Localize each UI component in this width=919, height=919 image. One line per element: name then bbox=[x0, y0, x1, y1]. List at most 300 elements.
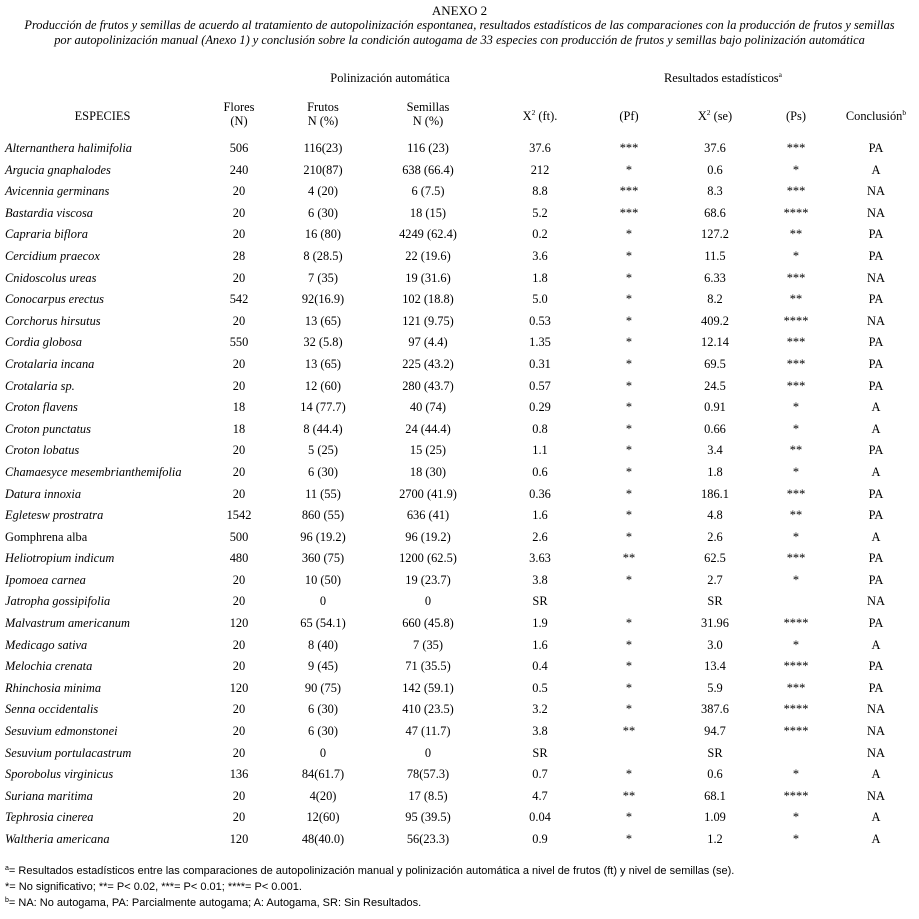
flores-cell: 480 bbox=[229, 551, 249, 566]
column-header-semillas bbox=[379, 100, 477, 128]
flores-cell: 20 bbox=[232, 443, 246, 458]
table-row bbox=[0, 635, 919, 657]
flores-cell: 120 bbox=[229, 616, 249, 631]
semillas-cell: 15 (25) bbox=[409, 443, 447, 458]
x2-se-cell: 62.5 bbox=[704, 551, 726, 566]
table-row bbox=[0, 786, 919, 808]
ps-cell: ** bbox=[789, 292, 803, 307]
pf-cell: *** bbox=[619, 141, 639, 155]
pf-cell: * bbox=[625, 464, 633, 479]
table-row bbox=[0, 246, 919, 268]
pf-cell: * bbox=[625, 767, 633, 782]
semillas-cell: 47 (11.7) bbox=[405, 724, 451, 739]
conclusion-cell: PA bbox=[868, 616, 884, 631]
flores-cell: 18 bbox=[232, 400, 246, 415]
table-row bbox=[0, 462, 919, 484]
flores-cell: 20 bbox=[232, 745, 246, 760]
table-row bbox=[0, 419, 919, 441]
table-row bbox=[0, 268, 919, 290]
ps-cell: *** bbox=[786, 378, 806, 393]
species-name: Ipomoea carnea bbox=[5, 572, 86, 587]
table-row bbox=[0, 807, 919, 829]
species-name: Waltheria americana bbox=[5, 832, 110, 846]
x2-se-cell: 68.1 bbox=[704, 788, 726, 803]
species-name: Alternanthera halimifolia bbox=[5, 141, 132, 155]
pf-cell: * bbox=[625, 313, 633, 328]
x2-se-cell: 1.2 bbox=[707, 832, 723, 846]
ps-cell: *** bbox=[786, 184, 806, 199]
conclusion-cell: PA bbox=[868, 378, 884, 393]
table-caption: Producción de frutos y semillas de acuerdo al tratamiento de autopolinización espontanea, resultados estadísticos de las comparaciones con la producción de frutos y semillas por autopolinización manual (Anexo 1) y conclusión sobre la condición autogama de 33 especies con producción de frutos y semillas bajo polinización automática bbox=[24, 18, 895, 47]
table-row bbox=[0, 505, 919, 527]
x2-se-cell: SR bbox=[707, 745, 723, 760]
conclusion-cell: A bbox=[871, 810, 881, 825]
semillas-cell: 2700 (41.9) bbox=[399, 486, 457, 501]
ps-cell: *** bbox=[786, 551, 806, 566]
frutos-cell: 32 (5.8) bbox=[303, 335, 343, 350]
frutos-cell: 13 (65) bbox=[304, 313, 342, 328]
conclusion-cell: PA bbox=[868, 508, 884, 523]
pf-cell: * bbox=[625, 702, 633, 717]
frutos-cell: 7 (35) bbox=[308, 270, 338, 285]
semillas-cell: 18 (30) bbox=[409, 464, 447, 479]
conclusion-cell: PA bbox=[868, 572, 884, 587]
species-name: Sesuvium edmonstonei bbox=[5, 724, 118, 739]
column-header-x2-ft bbox=[496, 109, 584, 123]
semillas-cell: 121 (9.75) bbox=[402, 313, 454, 328]
column-header-frutos-line1: Frutos bbox=[307, 100, 339, 114]
frutos-cell: 6 (30) bbox=[308, 724, 338, 739]
semillas-cell: 24 (44.4) bbox=[405, 421, 451, 436]
table-row bbox=[0, 699, 919, 721]
species-name: Sesuvium portulacastrum bbox=[5, 745, 132, 760]
ps-cell: ** bbox=[789, 508, 803, 523]
pf-cell: ** bbox=[622, 724, 636, 739]
frutos-cell: 84(61.7) bbox=[301, 767, 345, 782]
species-name: Croton punctatus bbox=[5, 421, 91, 436]
conclusion-cell: PA bbox=[868, 335, 884, 350]
frutos-cell: 5 (25) bbox=[308, 443, 338, 458]
ps-cell: **** bbox=[783, 702, 809, 717]
ps-cell: **** bbox=[783, 205, 809, 220]
pf-cell: * bbox=[625, 810, 633, 825]
x2-ft-cell: SR bbox=[532, 594, 548, 609]
flores-cell: 20 bbox=[232, 227, 246, 242]
flores-cell: 550 bbox=[229, 335, 249, 350]
semillas-cell: 96 (19.2) bbox=[405, 529, 451, 544]
conclusion-cell: PA bbox=[868, 248, 884, 263]
column-header-conclusion bbox=[832, 109, 919, 123]
column-header-especies: ESPECIES bbox=[74, 109, 131, 123]
species-name: Croton flavens bbox=[5, 400, 78, 415]
species-name: Argucia gnaphalodes bbox=[5, 162, 111, 177]
pf-cell: * bbox=[625, 659, 633, 674]
species-name: Croton lobatus bbox=[5, 443, 80, 458]
column-header-flores bbox=[216, 100, 262, 128]
ps-cell: * bbox=[792, 162, 800, 177]
footnote-significance: *= No significativo; **= P< 0.02, ***= P< 0.01; ****= P< 0.001. bbox=[5, 881, 302, 893]
semillas-cell: 19 (23.7) bbox=[405, 572, 451, 587]
flores-cell: 18 bbox=[232, 421, 246, 436]
pf-cell: * bbox=[625, 400, 633, 415]
table-row bbox=[0, 376, 919, 398]
conclusion-cell: PA bbox=[868, 659, 884, 674]
species-name: Datura innoxia bbox=[5, 486, 82, 501]
x2-ft-cell: 3.8 bbox=[532, 724, 548, 739]
pf-cell: * bbox=[625, 356, 633, 371]
pf-cell: * bbox=[625, 335, 633, 350]
pf-cell: * bbox=[625, 292, 633, 307]
table-row bbox=[0, 764, 919, 786]
semillas-cell: 17 (8.5) bbox=[408, 788, 448, 803]
table-row bbox=[0, 181, 919, 203]
table-row bbox=[0, 397, 919, 419]
species-name: Conocarpus erectus bbox=[5, 292, 104, 307]
flores-cell: 20 bbox=[232, 594, 246, 609]
footnote-a-marker: a bbox=[5, 865, 9, 872]
table-row bbox=[0, 527, 919, 549]
x2-ft-cell: 0.9 bbox=[532, 832, 548, 846]
frutos-cell: 6 (30) bbox=[308, 464, 338, 479]
conclusion-cell: PA bbox=[868, 486, 884, 501]
flores-cell: 20 bbox=[232, 270, 246, 285]
flores-cell: 1542 bbox=[226, 508, 252, 523]
x2-se-cell: 3.4 bbox=[707, 443, 723, 458]
x2-ft-cell: 1.8 bbox=[532, 270, 548, 285]
table-row bbox=[0, 289, 919, 311]
ps-cell: *** bbox=[786, 335, 806, 350]
flores-cell: 20 bbox=[232, 637, 246, 652]
semillas-cell: 19 (31.6) bbox=[405, 270, 451, 285]
x2-ft-cell: 37.6 bbox=[529, 141, 551, 155]
conclusion-cell: A bbox=[871, 162, 881, 177]
group-header-polinizacion: Polinización automática bbox=[330, 71, 450, 85]
species-name: Crotalaria incana bbox=[5, 356, 95, 371]
x2-se-cell: 11.5 bbox=[704, 248, 726, 263]
conclusion-cell: A bbox=[871, 400, 881, 415]
x2-ft-cell: 3.8 bbox=[532, 572, 548, 587]
semillas-cell: 78(57.3) bbox=[406, 767, 450, 782]
conclusion-cell: A bbox=[871, 637, 881, 652]
ps-cell: * bbox=[792, 572, 800, 587]
table-row bbox=[0, 721, 919, 743]
x2-ft-cell: 1.9 bbox=[532, 616, 548, 631]
conclusion-cell: PA bbox=[868, 680, 884, 695]
conclusion-cell: A bbox=[871, 767, 881, 782]
frutos-cell: 4(20) bbox=[309, 788, 337, 803]
ps-cell: **** bbox=[783, 659, 809, 674]
pf-cell: * bbox=[625, 832, 633, 846]
x2-ft-cell: 1.35 bbox=[529, 335, 551, 350]
frutos-cell: 12 (60) bbox=[304, 378, 342, 393]
frutos-cell: 65 (54.1) bbox=[300, 616, 346, 631]
flores-cell: 120 bbox=[229, 832, 249, 846]
table-row bbox=[0, 743, 919, 765]
flores-cell: 20 bbox=[232, 356, 246, 371]
flores-cell: 20 bbox=[232, 378, 246, 393]
x2-ft-cell: 1.6 bbox=[532, 508, 548, 523]
conclusion-cell: A bbox=[871, 832, 881, 846]
pf-cell: * bbox=[625, 248, 633, 263]
flores-cell: 20 bbox=[232, 572, 246, 587]
flores-cell: 240 bbox=[229, 162, 249, 177]
x2-ft-cell: 1.1 bbox=[532, 443, 548, 458]
flores-cell: 20 bbox=[232, 724, 246, 739]
x2-ft-exponent: 2 bbox=[531, 108, 536, 117]
flores-cell: 20 bbox=[232, 184, 246, 199]
x2-se-cell: 2.6 bbox=[707, 529, 723, 544]
x2-se-cell: 2.7 bbox=[707, 572, 723, 587]
x2-ft-cell: 5.2 bbox=[532, 205, 548, 220]
semillas-cell: 22 (19.6) bbox=[405, 248, 451, 263]
flores-cell: 20 bbox=[232, 205, 246, 220]
x2-ft-cell: 0.31 bbox=[529, 356, 551, 371]
ps-cell: ** bbox=[789, 227, 803, 242]
frutos-cell: 14 (77.7) bbox=[300, 400, 346, 415]
x2-ft-cell: 0.04 bbox=[529, 810, 551, 825]
x2-ft-cell: 0.6 bbox=[532, 464, 548, 479]
flores-cell: 20 bbox=[232, 810, 246, 825]
flores-cell: 28 bbox=[232, 248, 246, 263]
pf-cell: * bbox=[625, 680, 633, 695]
species-name: Heliotropium indicum bbox=[5, 551, 115, 566]
conclusion-cell: PA bbox=[868, 443, 884, 458]
semillas-cell: 636 (41) bbox=[406, 508, 450, 523]
x2-ft-cell: 0.7 bbox=[532, 767, 548, 782]
species-name: Rhinchosia minima bbox=[5, 680, 102, 695]
species-table-body bbox=[0, 138, 919, 851]
x2-se-exponent: 2 bbox=[706, 108, 711, 117]
ps-cell: * bbox=[792, 421, 800, 436]
table-row bbox=[0, 829, 919, 851]
semillas-cell: 410 (23.5) bbox=[402, 702, 454, 717]
footnote-a bbox=[5, 863, 905, 879]
x2-se-cell: 5.9 bbox=[707, 680, 723, 695]
conclusion-cell: NA bbox=[867, 724, 885, 739]
x2-se-suffix: (se) bbox=[710, 109, 733, 123]
footnote-b-text: = NA: No autogama, PA: Parcialmente autogama; A: Autogama, SR: Sin Resultados. bbox=[8, 897, 422, 909]
frutos-cell: 16 (80) bbox=[304, 227, 342, 242]
x2-ft-cell: 0.29 bbox=[529, 400, 551, 415]
column-header-flores-line1: Flores bbox=[223, 100, 255, 114]
x2-se-cell: 24.5 bbox=[704, 378, 726, 393]
column-header-frutos-line2: N (%) bbox=[307, 114, 339, 128]
pf-cell: * bbox=[625, 529, 633, 544]
flores-cell: 20 bbox=[232, 702, 246, 717]
ps-cell: *** bbox=[786, 356, 806, 371]
ps-cell: **** bbox=[783, 313, 809, 328]
ps-cell: *** bbox=[786, 141, 806, 155]
flores-cell: 20 bbox=[232, 464, 246, 479]
flores-cell: 136 bbox=[229, 767, 249, 782]
conclusion-cell: PA bbox=[868, 356, 884, 371]
x2-ft-cell: 2.6 bbox=[532, 529, 548, 544]
x2-se-cell: 4.8 bbox=[707, 508, 723, 523]
x2-ft-cell: 0.2 bbox=[532, 227, 548, 242]
species-name: Sporobolus virginicus bbox=[5, 767, 114, 782]
semillas-cell: 102 (18.8) bbox=[402, 292, 454, 307]
table-row bbox=[0, 548, 919, 570]
conclusion-cell: A bbox=[871, 421, 881, 436]
table-row bbox=[0, 656, 919, 678]
semillas-cell: 638 (66.4) bbox=[402, 162, 454, 177]
frutos-cell: 8 (44.4) bbox=[303, 421, 343, 436]
frutos-cell: 860 (55) bbox=[301, 508, 345, 523]
x2-ft-cell: 5.0 bbox=[532, 292, 548, 307]
pf-cell: ** bbox=[622, 788, 636, 803]
x2-se-cell: 0.6 bbox=[707, 767, 723, 782]
x2-ft-cell: 0.36 bbox=[529, 486, 551, 501]
table-row bbox=[0, 224, 919, 246]
species-name: Gomphrena alba bbox=[5, 529, 88, 544]
conclusion-cell: NA bbox=[867, 270, 885, 285]
x2-ft-cell: 3.63 bbox=[529, 551, 551, 566]
species-name: Cordia globosa bbox=[5, 335, 82, 350]
footnote-b-marker: b bbox=[5, 897, 9, 904]
x2-se-cell: 3.0 bbox=[707, 637, 723, 652]
semillas-cell: 56(23.3) bbox=[406, 832, 450, 846]
species-name: Crotalaria sp. bbox=[5, 378, 75, 393]
column-header-x2-se bbox=[670, 109, 760, 123]
x2-ft-cell: 8.8 bbox=[532, 184, 548, 199]
frutos-cell: 360 (75) bbox=[301, 551, 345, 566]
frutos-cell: 6 (30) bbox=[308, 205, 338, 220]
semillas-cell: 142 (59.1) bbox=[402, 680, 454, 695]
x2-ft-cell: 3.6 bbox=[532, 248, 548, 263]
species-name: Medicago sativa bbox=[5, 637, 88, 652]
semillas-cell: 4249 (62.4) bbox=[399, 227, 457, 242]
table-row bbox=[0, 138, 919, 160]
table-row bbox=[0, 591, 919, 613]
semillas-cell: 97 (4.4) bbox=[408, 335, 448, 350]
ps-cell: * bbox=[792, 832, 800, 846]
x2-se-cell: 68.6 bbox=[704, 205, 726, 220]
ps-cell: * bbox=[792, 637, 800, 652]
species-name: Cnidoscolus ureas bbox=[5, 270, 97, 285]
pf-cell: * bbox=[625, 637, 633, 652]
frutos-cell: 96 (19.2) bbox=[300, 529, 346, 544]
table-row bbox=[0, 311, 919, 333]
flores-cell: 120 bbox=[229, 680, 249, 695]
x2-ft-suffix: (ft). bbox=[535, 109, 558, 123]
pf-cell: * bbox=[625, 421, 633, 436]
flores-cell: 20 bbox=[232, 788, 246, 803]
species-name: Jatropha gossipifolia bbox=[5, 594, 111, 609]
x2-se-cell: 127.2 bbox=[701, 227, 729, 242]
species-name: Tephrosia cinerea bbox=[5, 810, 94, 825]
conclusion-cell: NA bbox=[867, 594, 885, 609]
semillas-cell: 0 bbox=[424, 745, 432, 760]
semillas-cell: 6 (7.5) bbox=[411, 184, 445, 199]
pf-cell: * bbox=[625, 443, 633, 458]
ps-cell: **** bbox=[783, 616, 809, 631]
x2-ft-cell: 212 bbox=[530, 162, 550, 177]
frutos-cell: 0 bbox=[319, 594, 327, 609]
pf-cell: * bbox=[625, 162, 633, 177]
conclusion-cell: NA bbox=[867, 205, 885, 220]
semillas-cell: 1200 (62.5) bbox=[399, 551, 457, 566]
pf-cell: *** bbox=[619, 184, 639, 199]
conclusion-cell: PA bbox=[868, 227, 884, 242]
frutos-cell: 48(40.0) bbox=[301, 832, 345, 846]
species-name: Melochia crenata bbox=[5, 659, 93, 674]
table-row bbox=[0, 332, 919, 354]
x2-ft-cell: 4.7 bbox=[532, 788, 548, 803]
frutos-cell: 90 (75) bbox=[304, 680, 342, 695]
conclusion-cell: PA bbox=[868, 551, 884, 566]
pf-cell: * bbox=[625, 486, 633, 501]
x2-ft-cell: 0.5 bbox=[532, 680, 548, 695]
pf-cell: * bbox=[625, 227, 633, 242]
table-row bbox=[0, 570, 919, 592]
x2-se-cell: 0.6 bbox=[707, 162, 723, 177]
frutos-cell: 4 (20) bbox=[308, 184, 338, 199]
frutos-cell: 8 (28.5) bbox=[303, 248, 343, 263]
semillas-cell: 7 (35) bbox=[413, 637, 443, 652]
conclusion-label: Conclusión bbox=[845, 109, 903, 123]
pf-cell: * bbox=[625, 270, 633, 285]
pf-cell: ** bbox=[622, 551, 636, 566]
conclusion-cell: A bbox=[871, 529, 881, 544]
column-header-semillas-line2: N (%) bbox=[412, 114, 444, 128]
x2-se-cell: SR bbox=[707, 594, 723, 609]
x2-se-cell: 31.96 bbox=[701, 616, 729, 631]
pf-cell: * bbox=[625, 616, 633, 631]
x2-ft-cell: 0.4 bbox=[532, 659, 548, 674]
frutos-cell: 92(16.9) bbox=[301, 292, 345, 307]
species-name: Suriana maritima bbox=[5, 788, 93, 803]
x2-se-cell: 6.33 bbox=[704, 270, 726, 285]
ps-cell: * bbox=[792, 464, 800, 479]
table-row bbox=[0, 203, 919, 225]
conclusion-cell: NA bbox=[867, 745, 885, 760]
footnote-b bbox=[5, 895, 905, 911]
x2-se-cell: 0.66 bbox=[704, 421, 726, 436]
column-header-pf: (Pf) bbox=[619, 109, 639, 123]
footnote-marker-b: b bbox=[902, 108, 907, 117]
ps-cell: * bbox=[792, 248, 800, 263]
frutos-cell: 210(87) bbox=[303, 162, 343, 177]
group-header-resultados-text: Resultados estadísticos bbox=[664, 71, 779, 85]
frutos-cell: 11 (55) bbox=[305, 486, 341, 501]
species-name: Corchorus hirsutus bbox=[5, 313, 101, 328]
pf-cell: * bbox=[625, 572, 633, 587]
conclusion-cell: NA bbox=[867, 702, 885, 717]
semillas-cell: 40 (74) bbox=[409, 400, 447, 415]
x2-se-symbol: X bbox=[697, 109, 707, 123]
semillas-cell: 225 (43.2) bbox=[402, 356, 454, 371]
x2-ft-cell: 3.2 bbox=[532, 702, 548, 717]
column-header-frutos bbox=[278, 100, 368, 128]
table-row bbox=[0, 613, 919, 635]
flores-cell: 500 bbox=[229, 529, 249, 544]
column-header-ps: (Ps) bbox=[786, 109, 806, 123]
semillas-cell: 280 (43.7) bbox=[402, 378, 454, 393]
flores-cell: 20 bbox=[232, 659, 246, 674]
footnote-marker-a: a bbox=[778, 70, 782, 79]
x2-ft-cell: 0.57 bbox=[529, 378, 551, 393]
x2-se-cell: 1.8 bbox=[707, 464, 723, 479]
frutos-cell: 12(60) bbox=[306, 810, 340, 825]
column-header-semillas-line1: Semillas bbox=[406, 100, 450, 114]
semillas-cell: 116 (23) bbox=[407, 141, 449, 155]
conclusion-cell: NA bbox=[867, 313, 885, 328]
frutos-cell: 0 bbox=[319, 745, 327, 760]
ps-cell: * bbox=[792, 767, 800, 782]
species-name: Capraria biflora bbox=[5, 227, 88, 242]
x2-se-cell: 0.91 bbox=[704, 400, 726, 415]
pf-cell: * bbox=[625, 508, 633, 523]
